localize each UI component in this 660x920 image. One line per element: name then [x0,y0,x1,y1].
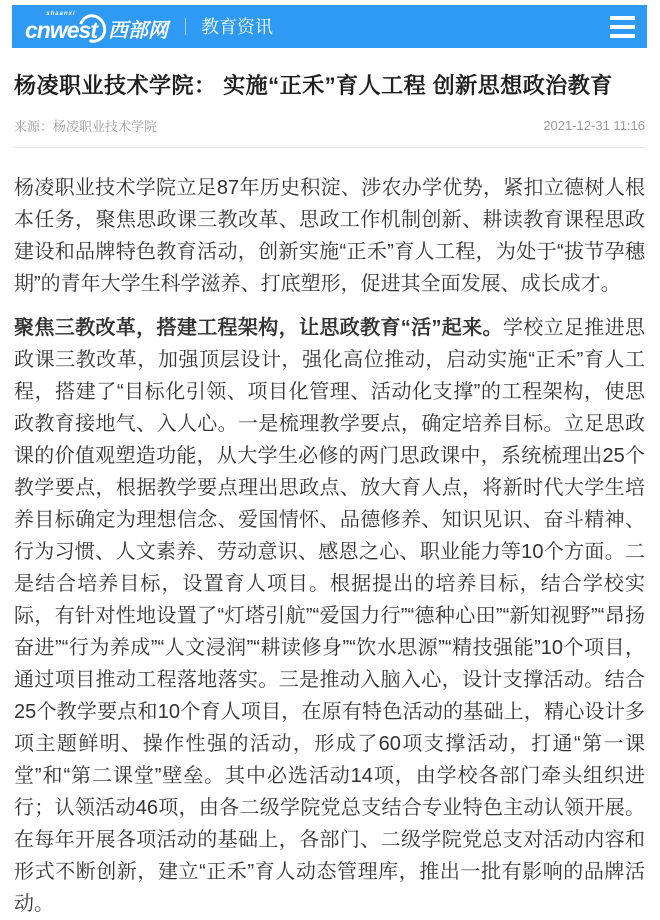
site-header [12,5,647,48]
paragraph-lead: 聚焦三教改革，搭建工程架构，让思政教育“活”起来。 [14,317,503,339]
site-logo[interactable] [25,11,168,43]
article-title: 杨凌职业技术学院： 实施“正禾”育人工程 创新思想政治教育 [14,73,613,98]
article-main [0,71,660,920]
paragraph-text: 学校立足推进思政课三教改革，加强顶层设计，强化高位推动，启动实施“正禾”育人工程，搭建了“目标化引领、项目化管理、活动化支撑”的工程架构，使思政教育接地气、入人心。一是梳理教学要点，确定培养目标。立足思政课的价值观塑造功能，从大学生必修的两门思政课中，系统梳理出25个教学要点，根据教学要点理出思政点、放大育人点，将新时代大学生培养目标确定为理想信念、爱国情怀、品德修养、知识见识、奋斗精神、行为习惯、人文素养、劳动意识、感恩之心、职业能力等10个方面。二是结合培养目标，设置育人项目。根据提出的培养目标，结合学校实际，有针对性地设置了“灯塔引航”“爱国力行”“德种心田”“新知视野”“昂扬奋进”“行为养成”“人文浸润”“耕读修身”“饮水思源”“精技强能”10个项目，通过项目推动工程落地落实。三是推动入脑入心，设计支撑活动。结合25个教学要点和10个育人项目，在原有特色活动的基础上，精心设计多项主题鲜明、操作性强的活动，形成了60项支撑活动，打通“第一课堂”和“第二课堂”壁垒。其中必选活动14项，由学校各部门牵头组织进行；认领活动46项，由各二级学院党总支结合专业特色主动认领开展。在每年开展各项活动的基础上，各部门、二级学院党总支对活动内容和形式不断创新，建立“正禾”育人动态管理库，推出一批有影响的品牌活动。 [14,317,646,915]
hamburger-icon [610,16,635,20]
header-divider [185,18,186,35]
channel-label[interactable]: 教育资讯 [200,16,273,37]
article-source: 来源：杨凌职业技术学院 [14,119,158,134]
hamburger-icon [610,25,635,29]
menu-button[interactable] [610,14,635,40]
hamburger-icon [610,34,635,38]
article-paragraph [14,172,645,300]
paragraph-text: 杨凌职业技术学院立足87年历史积淀、涉农办学优势，紧扣立德树人根本任务，聚焦思政课三教改革、思政工作机制创新、耕读教育课程思政建设和品牌特色教育活动，创新实施“正禾”育人工程，为处于“拔节孕穗期”的青年大学生科学滋养、打底塑形，促进其全面发展、成长成才。 [14,177,645,295]
article-paragraph [14,312,645,920]
article-date: 2021-12-31 11:16 [543,118,645,133]
title-divider [14,147,645,148]
logo-brand-en: cnwest [25,16,97,43]
logo-tagline: shaanxi [46,10,76,17]
article-meta [14,116,645,135]
logo-en-wrap [25,11,97,43]
logo-brand-cn: 西部网 [107,19,168,42]
